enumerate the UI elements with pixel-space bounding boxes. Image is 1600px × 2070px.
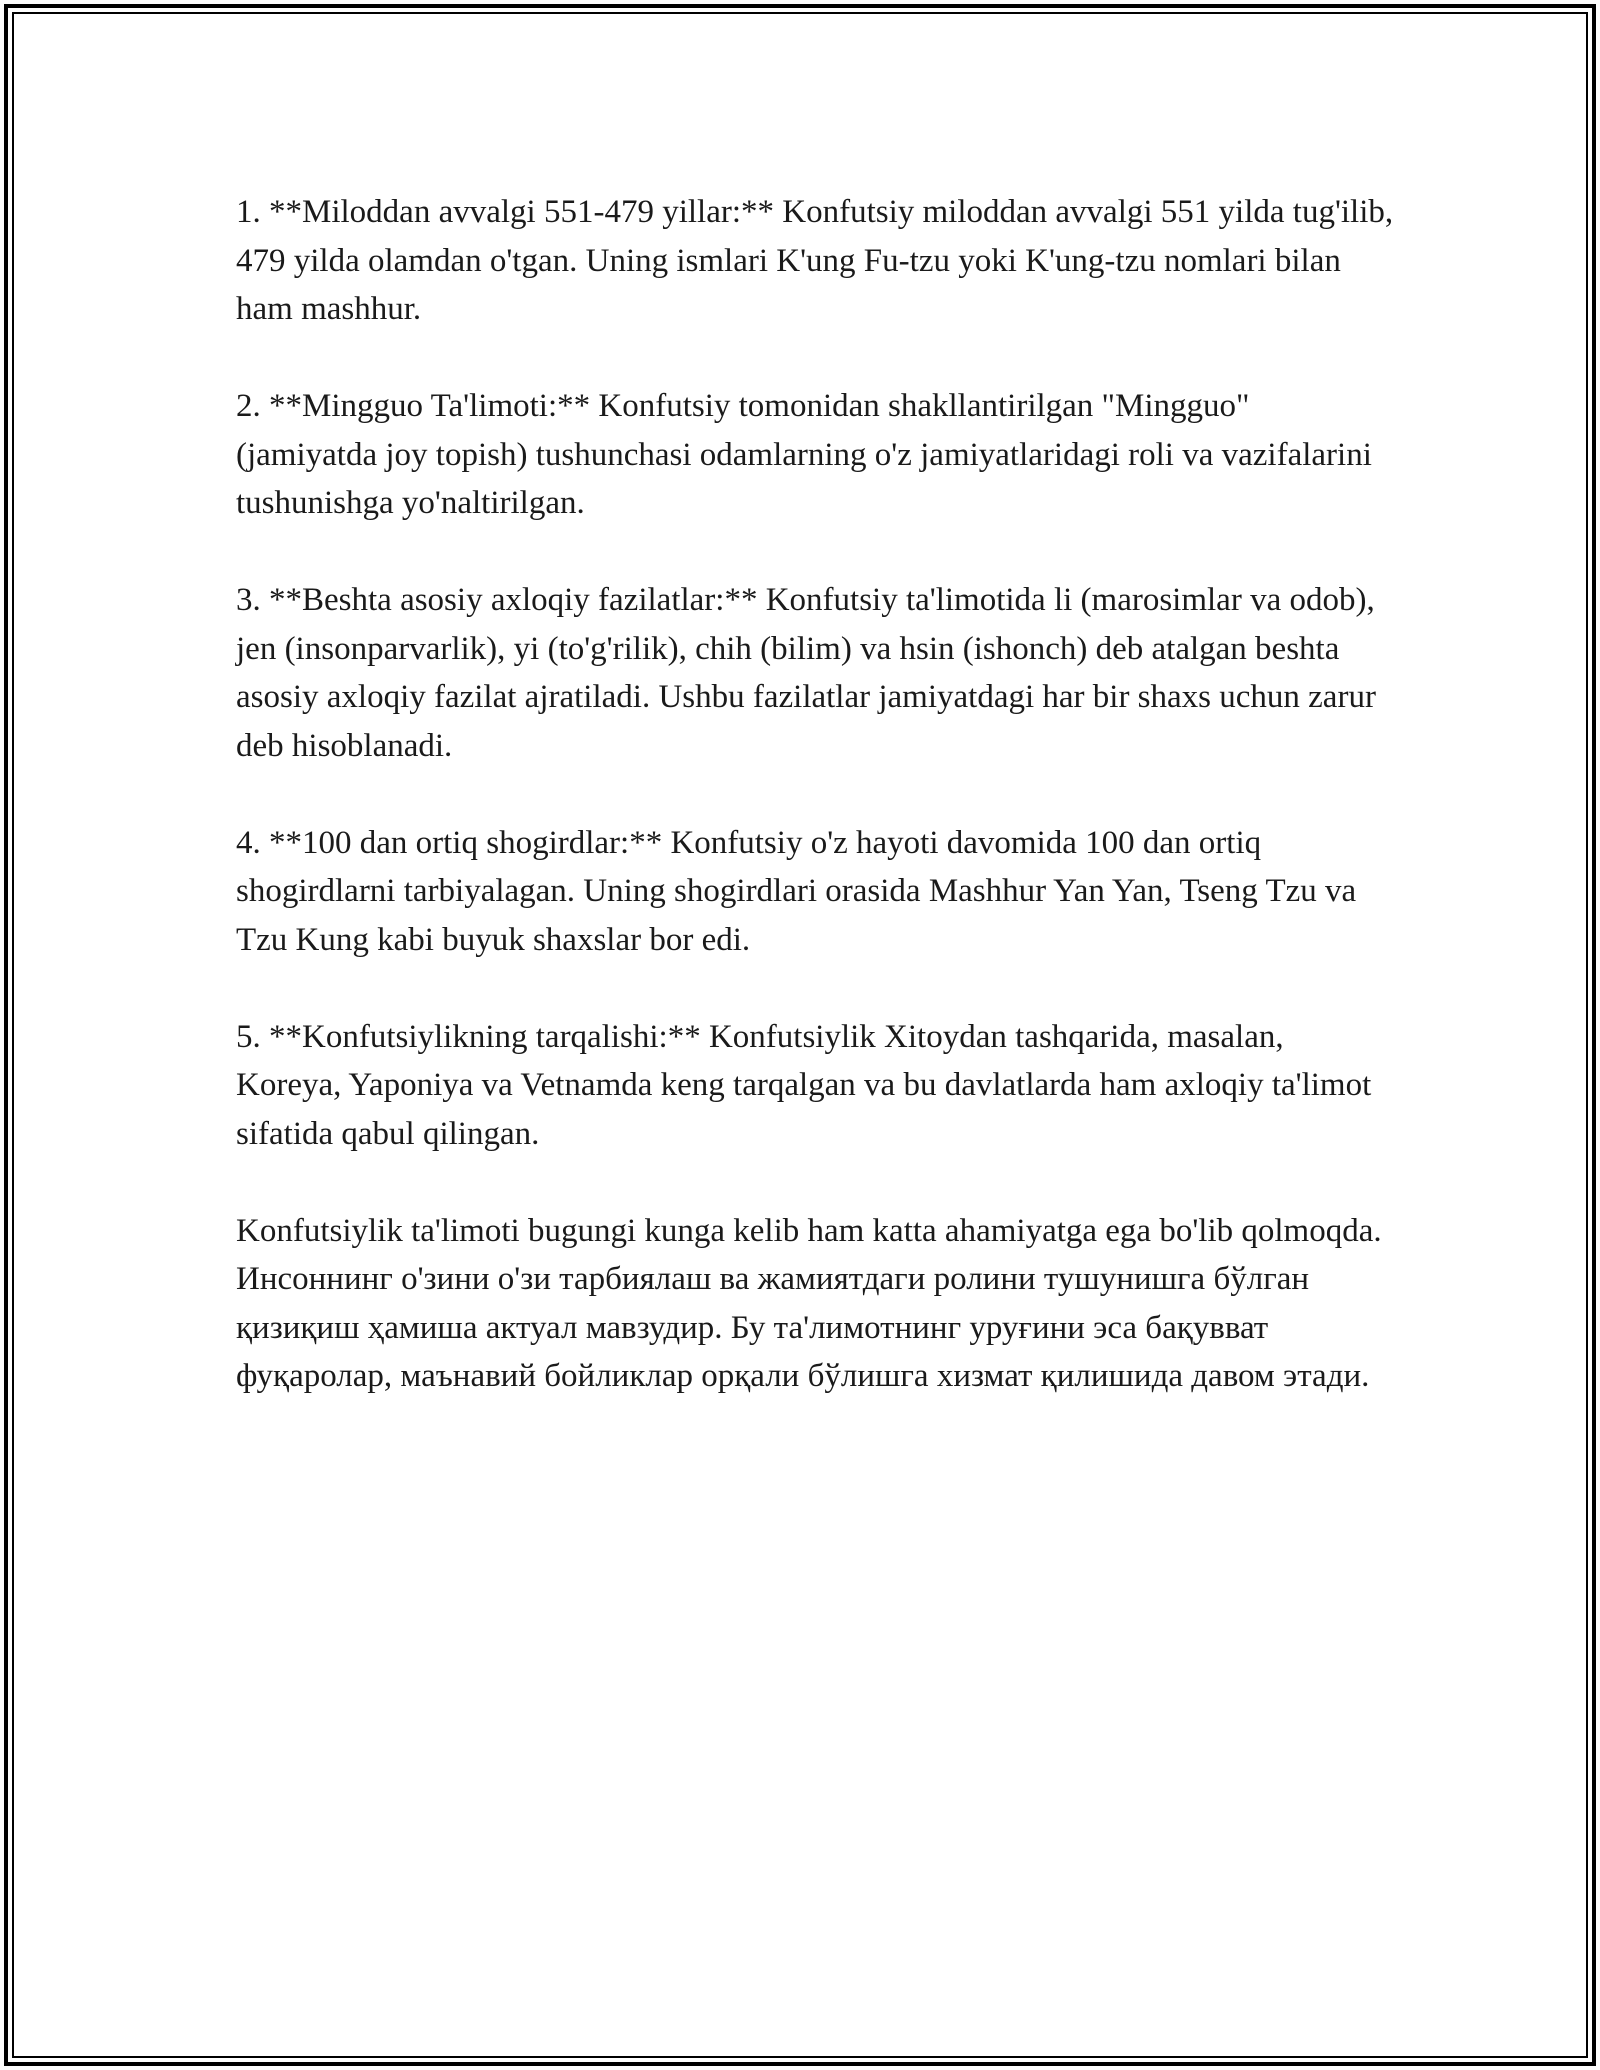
document-body: [236, 188, 1396, 1449]
paragraph-3-five-virtues: 3. **Beshta asosiy axloqiy fazilatlar:** Konfutsiy ta'limotida li (marosimlar va odob), jen (insonparvarlik), yi (to'g'rilik), chih (bilim) va hsin (ishonch) deb atalgan beshta asosiy axloqiy fazilat ajratiladi. Ushbu fazilatlar jamiyatdagi har bir shaxs uchun zarur deb hisoblanadi.: [236, 582, 1376, 764]
paragraph-1-birth-years: 1. **Miloddan avvalgi 551-479 yillar:** Konfutsiy miloddan avvalgi 551 yilda tug'ilib, 479 yilda olamdan o'tgan. Uning ismlari K'ung Fu-tzu yoki K'ung-tzu nomlari bilan ham mashhur.: [236, 194, 1394, 327]
paragraph-4-disciples: 4. **100 dan ortiq shogirdlar:** Konfutsiy o'z hayoti davomida 100 dan ortiq shogirdlarni tarbiyalagan. Uning shogirdlari orasida Mashhur Yan Yan, Tseng Tzu va Tzu Kung kabi buyuk shaxslar bor edi.: [236, 824, 1357, 958]
paragraph-5-spread: 5. **Konfutsiylikning tarqalishi:** Konfutsiylik Xitoydan tashqarida, masalan, Koreya, Yaponiya va Vetnamda keng tarqalgan va bu davlatlarda ham axloqiy ta'limot sifatida qabul qilingan.: [236, 1018, 1372, 1152]
paragraph-conclusion: Konfutsiylik ta'limoti bugungi kunga kelib ham katta ahamiyatga ega bo'lib qolmoqda. Инсоннинг o'зини o'зи тарбиялаш ва жамиятдаги ролини тушунишга бўлган қизиқиш ҳамиша актуал мавзудир. Бу та'лимотнинг уруғини эса бақувват фуқаролар, маънавий бойликлар орқали бўлишга хизмат қилишида давом этади.: [236, 1212, 1382, 1394]
paragraph-2-mingguo-teaching: 2. **Mingguo Ta'limoti:** Konfutsiy tomonidan shakllantirilgan "Mingguo" (jamiyatda joy topish) tushunchasi odamlarning o'z jamiyatlaridagi roli va vazifalarini tushunishga yo'naltirilgan.: [236, 388, 1372, 521]
